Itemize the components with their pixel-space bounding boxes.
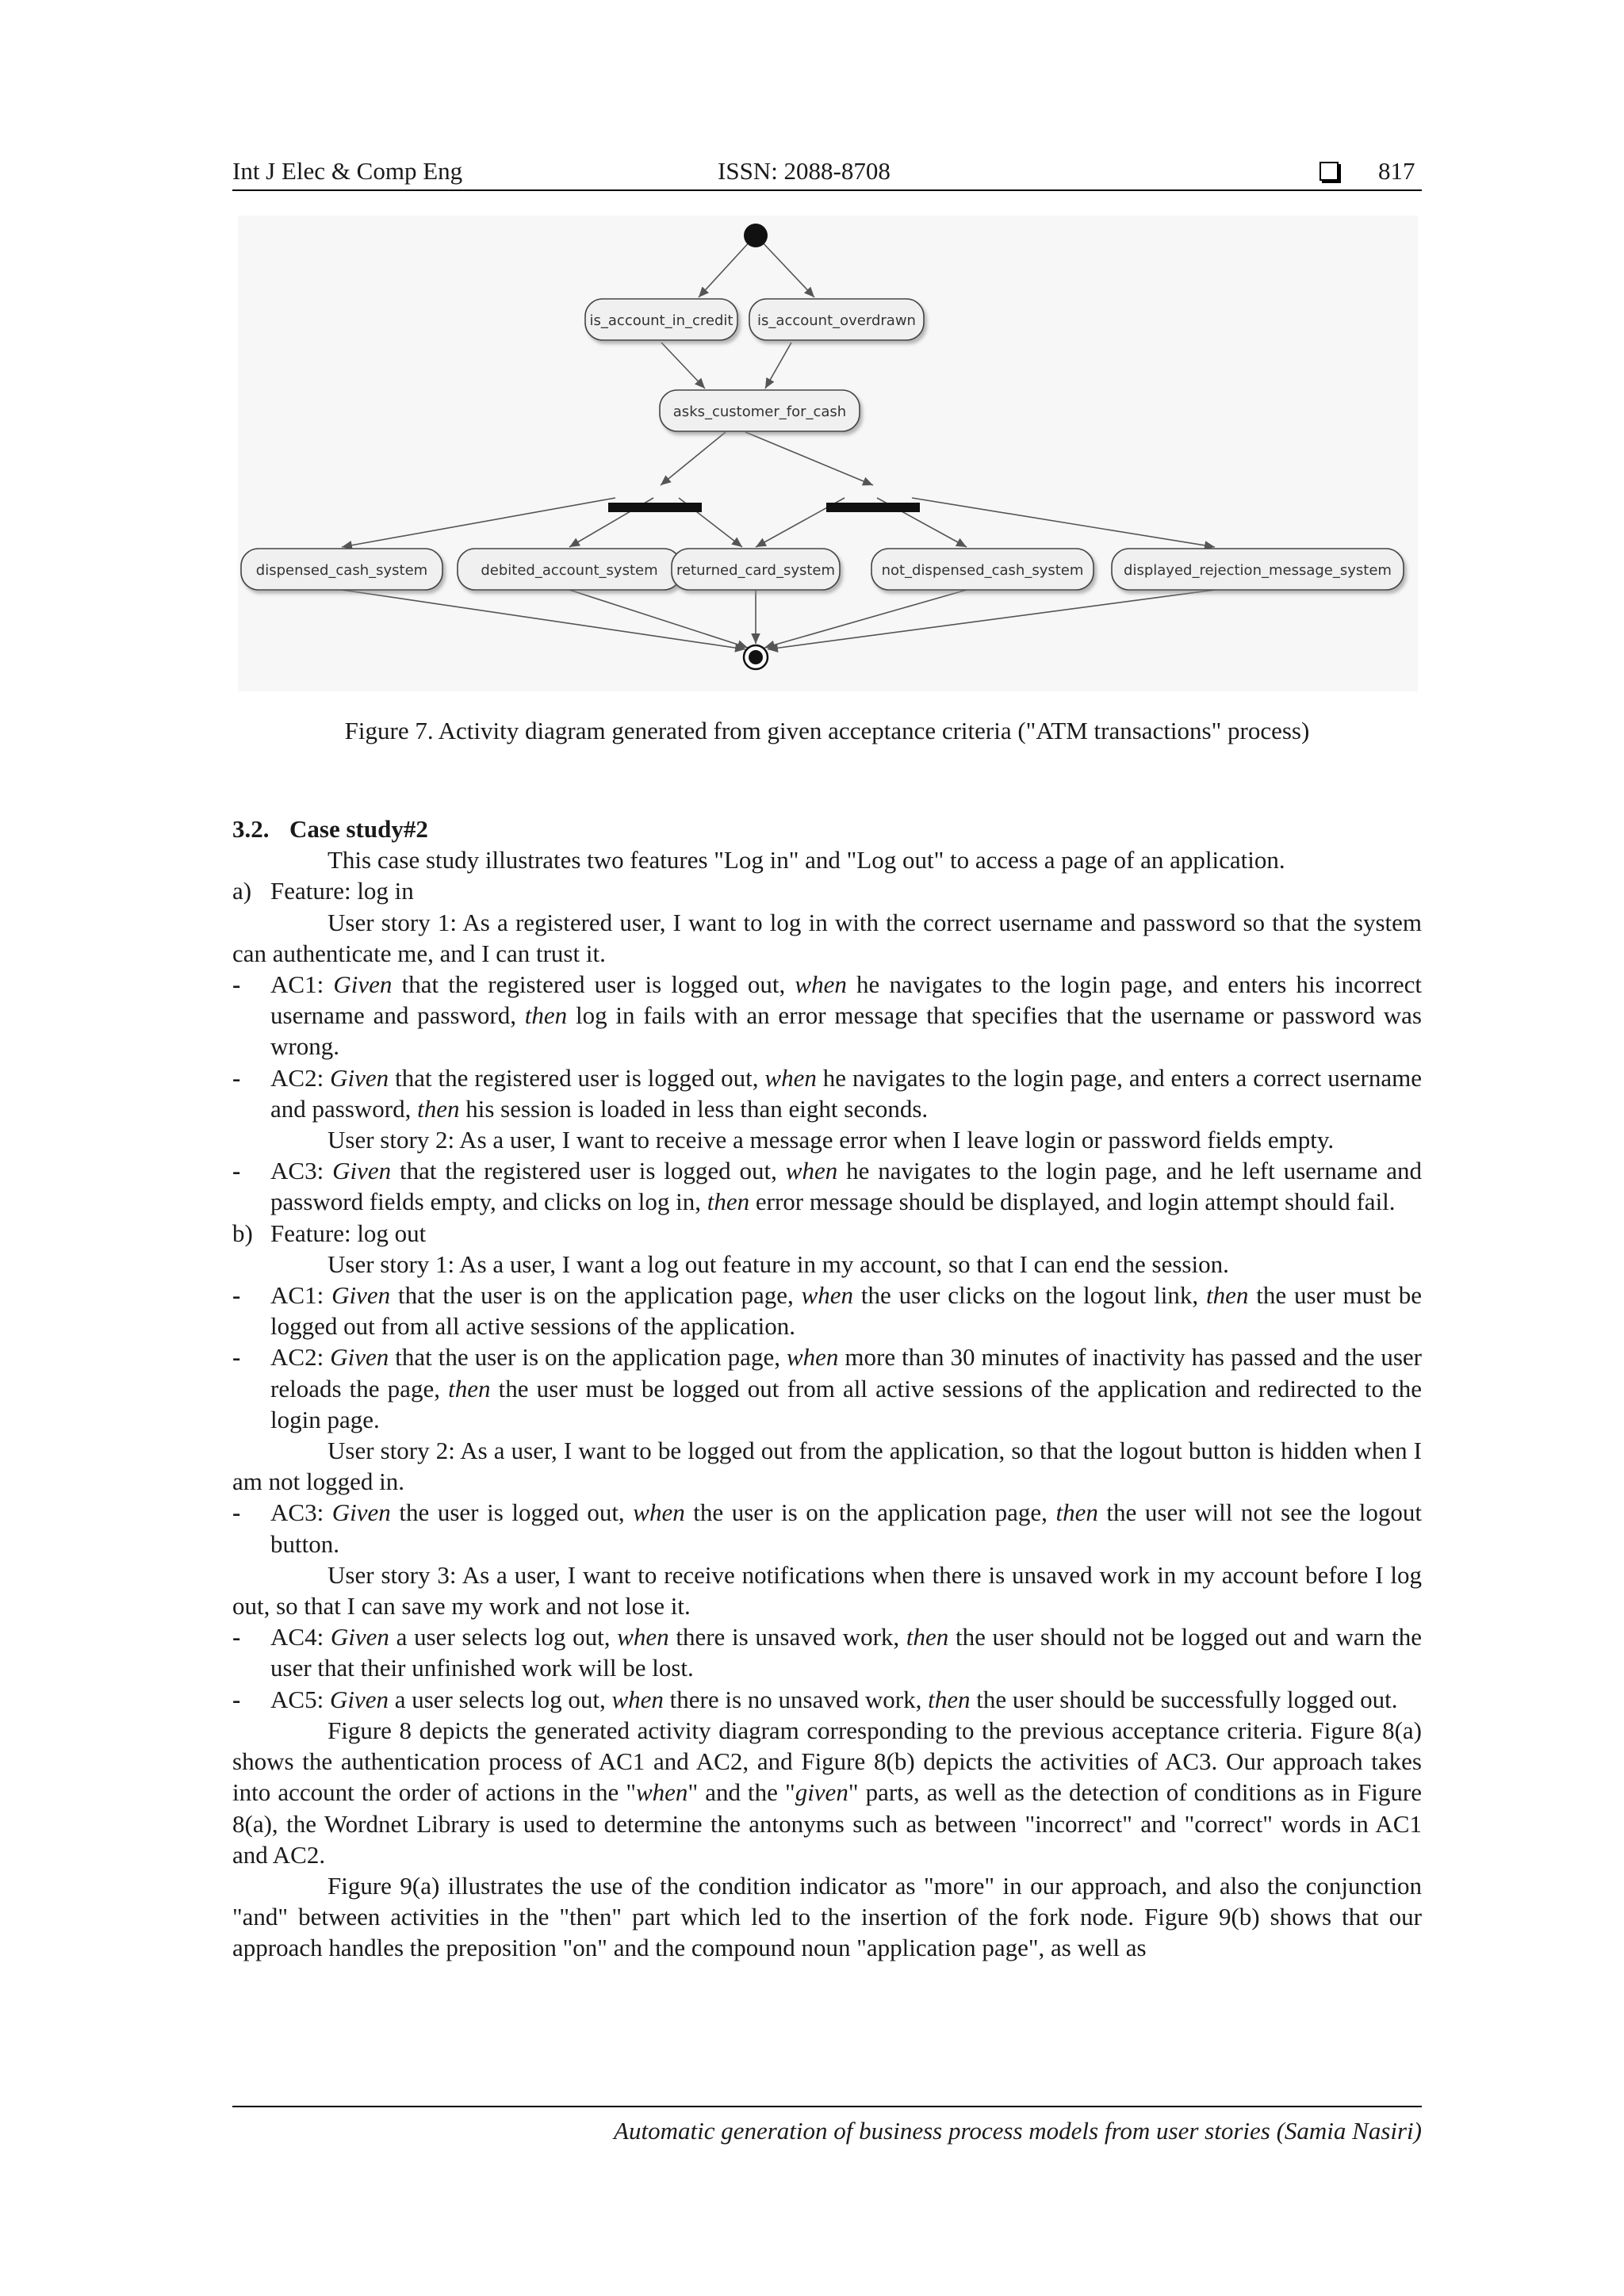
footer-rule bbox=[232, 2106, 1422, 2107]
activity-diagram bbox=[238, 216, 1418, 691]
feature-a-heading: a) Feature: log in bbox=[232, 877, 414, 905]
start-node bbox=[744, 224, 768, 247]
body-text bbox=[232, 813, 1422, 1964]
feature-b-ac1: - AC1: Given that the user is on the application page, when the user clicks on the logout link, then the user must be logged out from all active sessions of the application. bbox=[232, 1281, 1422, 1341]
svg-text:is_account_overdrawn: is_account_overdrawn bbox=[757, 312, 916, 329]
node-asks-customer-for-cash bbox=[660, 390, 860, 431]
feature-a-story1: User story 1: As a registered user, I want to log in with the correct username and password so that the system can authenticate me, and I can trust it. bbox=[232, 908, 1422, 967]
section-number: 3.2. bbox=[232, 815, 270, 843]
feature-b-story3: User story 3: As a user, I want to receive notifications when there is unsaved work in my account before I log out, so that I can save my work and not lose it. bbox=[232, 1560, 1422, 1621]
svg-text:debited_account_system: debited_account_system bbox=[481, 562, 658, 579]
footer-citation: Automatic generation of business process models from user stories (Samia Nasiri) bbox=[614, 2117, 1422, 2145]
section-intro: This case study illustrates two features "Log in" and "Log out" to access a page of an application. bbox=[327, 846, 1285, 874]
node-displayed-rejection-message-system bbox=[1112, 549, 1404, 590]
paragraph-figure9: Figure 9(a) illustrates the use of the condition indicator as "more" in our approach, and also the conjunction "and" between activities in the "then" part which led to the insertion of the fork node. Figure 9(b) shows that our approach handles the preposition "on" and the compound noun "application page", as well as bbox=[232, 1871, 1422, 1962]
node-is-account-in-credit bbox=[585, 299, 737, 340]
section-title: Case study#2 bbox=[289, 815, 428, 843]
fork-bar-left bbox=[608, 503, 702, 512]
svg-text:dispensed_cash_system: dispensed_cash_system bbox=[255, 562, 428, 579]
svg-text:displayed_rejection_message_sy: displayed_rejection_message_system bbox=[1124, 562, 1392, 579]
journal-name: Int J Elec & Comp Eng bbox=[232, 157, 463, 185]
node-is-account-overdrawn bbox=[749, 299, 924, 340]
end-node-core bbox=[749, 650, 763, 664]
svg-text:asks_customer_for_cash: asks_customer_for_cash bbox=[672, 404, 847, 420]
feature-a-ac1: - AC1: Given that the registered user is logged out, when he navigates to the login page, and enters his incorrect username and password, then log in fails with an error message that specifies that the username or password was wrong. bbox=[232, 970, 1422, 1061]
feature-b-story1: User story 1: As a user, I want a log out feature in my account, so that I can end the session. bbox=[327, 1249, 1229, 1278]
feature-b-ac5: - AC5: Given a user selects log out, when there is no unsaved work, then the user should be successfully logged out. bbox=[232, 1685, 1398, 1713]
svg-text:not_dispensed_cash_system: not_dispensed_cash_system bbox=[881, 562, 1084, 579]
page-number: 817 bbox=[1378, 157, 1415, 185]
node-debited-account-system bbox=[458, 549, 681, 590]
paragraph-figure8: Figure 8 depicts the generated activity diagram corresponding to the previous acceptance criteria. Figure 8(a) shows the authentication process of AC1 and AC2, and Figure 8(b) depicts the activities of AC3. Our approach takes into account the order of actions in the "when" and the "given" parts, as well as the detection of conditions as in Figure 8(a), the Wordnet Library is used to determine the antonyms such as between "incorrect" and "correct" words in AC1 and AC2. bbox=[232, 1716, 1422, 1869]
feature-a-ac3: - AC3: Given that the registered user is logged out, when he navigates to the login page, and he left username and password fields empty, and clicks on log in, then error message should be displayed, and login attempt should fail. bbox=[232, 1157, 1423, 1216]
node-dispensed-cash-system bbox=[241, 549, 442, 590]
figure-caption: Figure 7. Activity diagram generated from given acceptance criteria ("ATM transactions" process) bbox=[344, 717, 1310, 744]
feature-b-story2: User story 2: As a user, I want to be logged out from the application, so that the logout button is hidden when I am not logged in. bbox=[232, 1437, 1422, 1496]
issn: ISSN: 2088-8708 bbox=[718, 157, 891, 185]
section-heading bbox=[232, 813, 1422, 844]
feature-b-heading: b) Feature: log out bbox=[232, 1219, 427, 1247]
header-rule bbox=[232, 189, 1422, 191]
svg-text:is_account_in_credit: is_account_in_credit bbox=[589, 312, 733, 329]
square-bullet-icon bbox=[1320, 162, 1339, 181]
feature-a-story2: User story 2: As a user, I want to receive a message error when I leave login or password fields empty. bbox=[327, 1126, 1335, 1154]
feature-a-ac2: - AC2: Given that the registered user is logged out, when he navigates to the login page, and enters a correct username and password, then his session is loaded in less than eight seconds. bbox=[232, 1063, 1422, 1123]
feature-b-ac3: - AC3: Given the user is logged out, when the user is on the application page, then the user will not see the logout button. bbox=[232, 1498, 1422, 1558]
feature-b-ac2: - AC2: Given that the user is on the application page, when more than 30 minutes of inactivity has passed and the user reloads the page, then the user must be logged out from all active sessions of the application and redirected to the login page. bbox=[232, 1343, 1422, 1433]
node-returned-card-system bbox=[672, 549, 840, 590]
fork-bar-right bbox=[826, 503, 920, 512]
feature-b-ac4: - AC4: Given a user selects log out, when there is unsaved work, then the user should not be logged out and warn the user that their unfinished work will be lost. bbox=[232, 1623, 1423, 1682]
svg-text:returned_card_system: returned_card_system bbox=[676, 562, 836, 579]
node-not-dispensed-cash-system bbox=[871, 549, 1094, 590]
